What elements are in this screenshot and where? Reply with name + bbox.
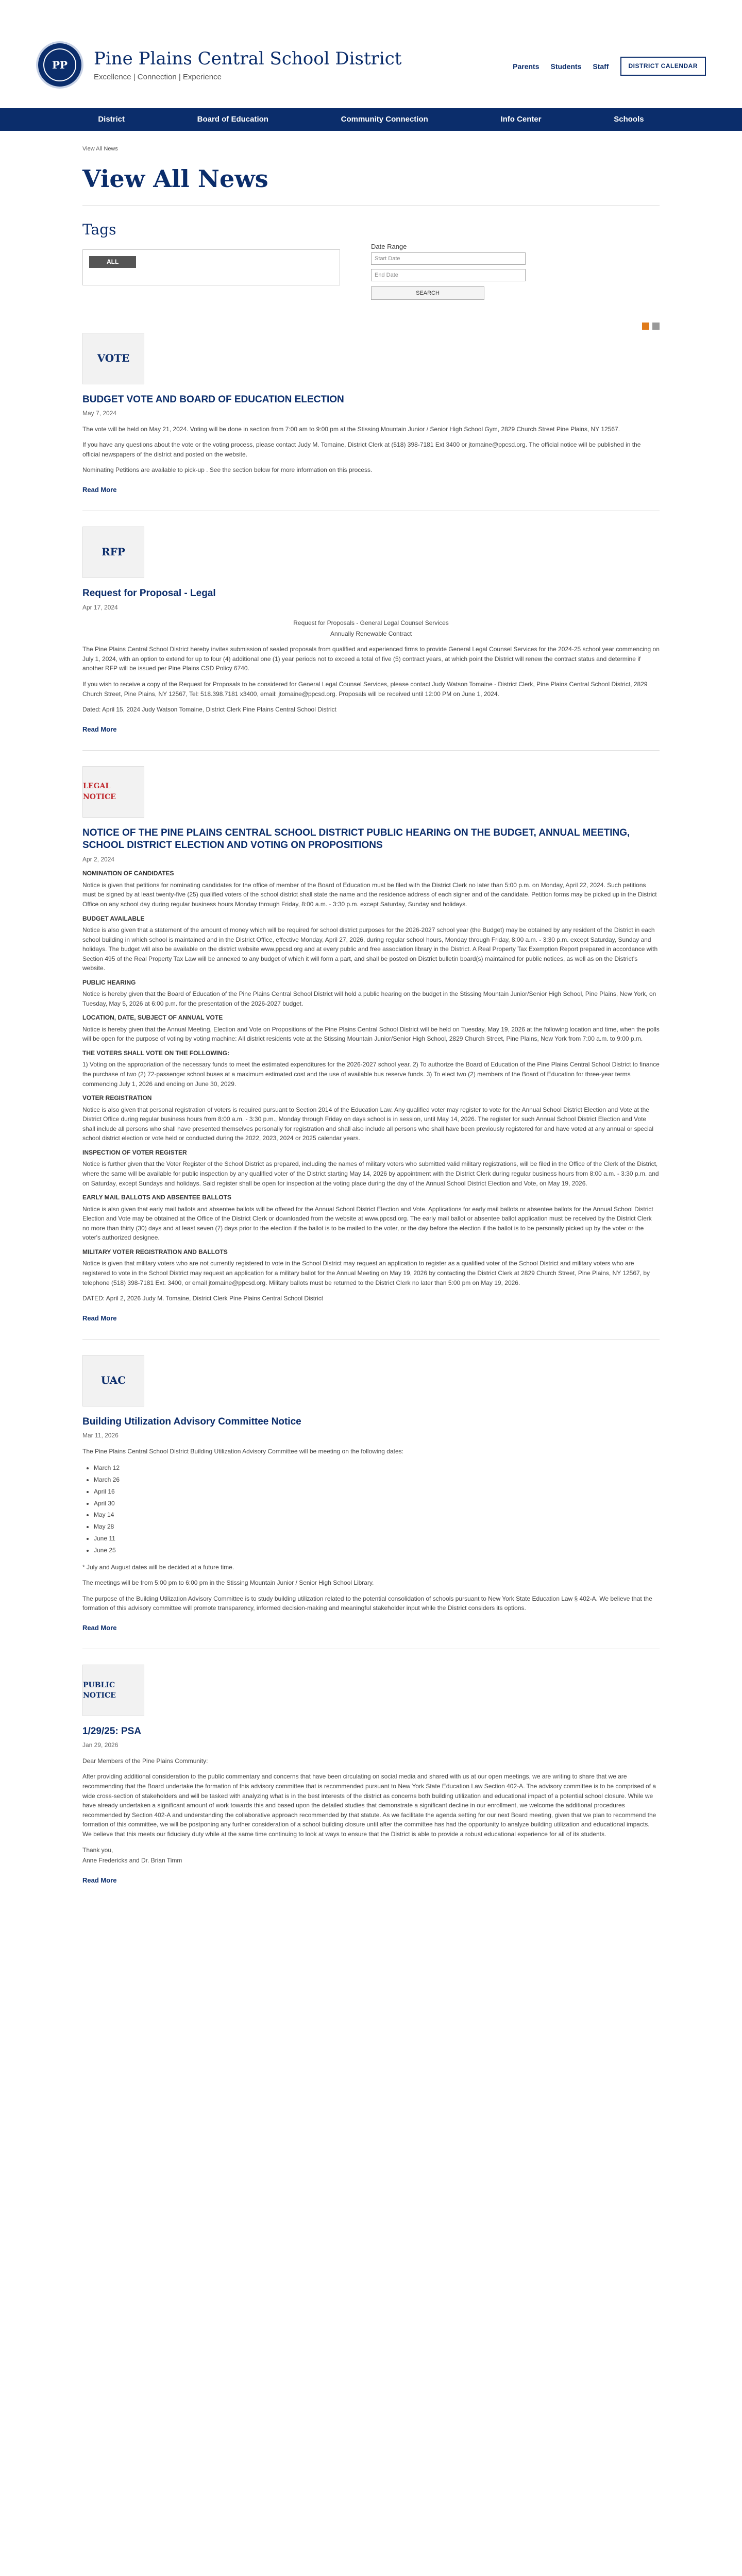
nav-district[interactable]: District <box>98 115 125 124</box>
list-item: • April 30 <box>94 1498 660 1510</box>
news-paragraph: The Pine Plains Central School District hereby invites submission of sealed proposals from qualified and experienced firms to provide General Legal Counsel Services for the 2024-25 school year commencing on July 1, 2024, with an option to extend for up to four (4) additional one (1) year periods not to exceed a total of five (5) contract years, at which point the District will renew the contract status and determine if another RFP will be issued per Pine Plains CSD Policy 6740. <box>82 646 660 672</box>
brand[interactable] <box>94 49 401 83</box>
news-title[interactable]: 1/29/25: PSA <box>82 1725 142 1737</box>
section-heading: MILITARY VOTER REGISTRATION AND BALLOTS <box>82 1248 228 1256</box>
tags-box <box>82 249 340 285</box>
section-heading: THE VOTERS SHALL VOTE ON THE FOLLOWING: <box>82 1049 230 1057</box>
read-more-link[interactable]: Read More <box>82 1876 117 1884</box>
news-paragraph: If you have any questions about the vote or the voting process, please contact Judy M. Tomaine, District Clerk at (518) 398-7181 Ext 3400 or jtomaine@ppcsd.org. The official notice will be published in the official newspapers of the district and posted on the website. <box>82 441 641 458</box>
news-paragraph: Notice is also given that personal registration of voters is required pursuant to Section 2014 of the Education Law. Any qualified voter may register to vote for the Annual School District Election and Vote at the District Office during regular business hours from 8:00 a.m. - 3:30 p.m., Monday through Friday on days school is in session, until May 14, 2026. The register for such Annual School District Election and Vote shall include all persons who shall have presented themselves personally for registration and shall also include all persons who shall have been previously registered for and have voted at any annual or special school district election or vote held or conducted during the 2022, 2023, 2024 or 2025 calendar years. <box>82 1106 653 1142</box>
list-item: • May 14 <box>94 1509 660 1521</box>
district-seal-logo[interactable]: PP <box>36 41 83 89</box>
tag-all-button[interactable]: ALL <box>89 256 136 268</box>
news-paragraph: The Pine Plains Central School District Building Utilization Advisory Committee will be meeting on the following dates: <box>82 1447 403 1455</box>
tags-heading: Tags <box>82 221 116 238</box>
news-thumbnail[interactable]: PUBLIC NOTICE <box>82 1665 144 1716</box>
read-more-link[interactable]: Read More <box>82 1623 117 1632</box>
top-nav <box>513 57 706 76</box>
news-paragraph: Notice is also given that early mail ballots and absentee ballots will be offered for the Annual School District Election and Vote. Applications for early mail ballots or absentee ballots for the Annual School District Election and Vote may be obtained at the Office of the District Clerk or downloaded from the website at www.ppcsd.org. The early mail ballot or absentee ballot application must be received by the District Clerk no more than thirty (30) days and at least seven (7) days prior to the election if the ballot is to be mailed to the voter, or the day before the election if the ballot is to be personally picked up by the voter or the voter's authorized designee. <box>82 1205 653 1242</box>
news-paragraph: Dated: April 15, 2024 Judy Watson Tomaine, District Clerk Pine Plains Central School District <box>82 706 336 714</box>
news-paragraph: Notice is given that petitions for nominating candidates for the office of member of the Board of Education must be filed with the District Clerk no later than 5:00 p.m. on Monday, April 22, 2024. Such petitions must be signed by at least twenty-five (25) qualified voters of the school district shall state the name and the residence address of each signer and of the candidate. Petition forms may be picked up in the District Office on any school day during regular business hours Monday through Friday, 8:00 a.m. - 3:30 p.m. except Saturday, Sunday and holidays. <box>82 881 657 908</box>
news-thumbnail[interactable]: RFP <box>82 527 144 578</box>
section-heading: EARLY MAIL BALLOTS AND ABSENTEE BALLOTS <box>82 1194 231 1201</box>
section-heading: VOTER REGISTRATION <box>82 1094 152 1102</box>
section-heading: INSPECTION OF VOTER REGISTER <box>82 1148 187 1156</box>
news-title[interactable]: BUDGET VOTE AND BOARD OF EDUCATION ELECTION <box>82 394 344 405</box>
news-thumbnail[interactable]: VOTE <box>82 333 144 384</box>
news-paragraph: Annually Renewable Contract <box>330 630 412 637</box>
news-paragraph: 1) Voting on the appropriation of the necessary funds to meet the estimated expenditures for the 2026-2027 school year. 2) To authorize the Board of Education of the Pine Plains Central School District to finance the purchase of two (2) 72-passenger school buses at a maximum estimated cost and the use of available bus reserve funds. 3) To elect two (2) members of the Board of Education for three-year terms commencing July 1, 2026 and ending on June 30, 2029. <box>82 1061 660 1088</box>
main-nav <box>0 108 742 131</box>
feed-icons <box>642 323 660 330</box>
topnav-students[interactable]: Students <box>550 62 582 71</box>
end-date-input[interactable]: End Date <box>371 269 526 281</box>
news-paragraph: * July and August dates will be decided at a future time. <box>82 1563 234 1571</box>
news-paragraph: Anne Fredericks and Dr. Brian Timm <box>82 1857 182 1865</box>
news-paragraph: After providing additional consideration to the public commentary and concerns that have been circulating on social media and shared with us at our open meetings, we are writing to share that we are recommending that the Board undertake the formation of this advisory committee that is recommended pursuant to New York State Education Law Section 402-A. The advisory committee is to be comprised of a wide cross-section of stakeholders and will be tasked with analyzing what is in the best interests of the district as concerns both building utilization and educational impact of a potential school closure. While we have already undertaken a significant amount of work towards this and based upon the detailed studies that demonstrate a significant decline in our enrollment, we welcome the additional procedures recommended by Section 402-A and understanding the collaborative approach recommended by that statute. As we facilitate the agenda setting for our next Board meeting, given that we plan to recommend the formation of this committee, we will be postponing any further consideration of a school building closure until after the committee has had the opportunity to analyze building utilization and educational impacts. We believe that this meets our fiduciary duty while at the same time continuing to look at ways to ensure that the District is able to provide a robust educational experience for all of its students. <box>82 1773 656 1838</box>
page-title: View All News <box>82 164 268 193</box>
meeting-dates-list <box>94 1462 660 1556</box>
list-item: • June 11 <box>94 1533 660 1545</box>
district-calendar-button[interactable]: DISTRICT CALENDAR <box>620 57 706 76</box>
news-paragraph: Notice is given that military voters who are not currently registered to vote in the School District may request an application to register as a qualified voter of the School District and military voters who are registered to vote in the School District may request an application for a military ballot for the Annual Meeting on May 19, 2026 by contacting the District Clerk at 2829 Church Street, Pine Plains, NY 12567, by telephone (518) 398-7181 Ext. 3400, or email jtomaine@ppcsd.org. Military ballots must be returned to the District Clerk no later than 5:00 pm on May 19, 2026. <box>82 1260 650 1286</box>
topnav-parents[interactable]: Parents <box>513 62 539 71</box>
read-more-link[interactable]: Read More <box>82 1314 117 1322</box>
news-title[interactable]: Building Utilization Advisory Committee Notice <box>82 1416 301 1427</box>
news-date: Apr 17, 2024 <box>82 603 118 611</box>
news-paragraph: The meetings will be from 5:00 pm to 6:00 pm in the Stissing Mountain Junior / Senior High School Library. <box>82 1579 374 1587</box>
list-item: • May 28 <box>94 1521 660 1533</box>
news-title[interactable]: NOTICE OF THE PINE PLAINS CENTRAL SCHOOL DISTRICT PUBLIC HEARING ON THE BUDGET, ANNUAL MEETING, SCHOOL DISTRICT ELECTION AND VOTING ON PROPOSITIONS <box>82 827 630 851</box>
news-date: Mar 11, 2026 <box>82 1432 119 1439</box>
news-item <box>82 1355 660 1633</box>
read-more-link[interactable]: Read More <box>82 486 117 494</box>
news-thumbnail[interactable]: LEGAL NOTICE <box>82 766 144 818</box>
news-paragraph: The vote will be held on May 21, 2024. Voting will be done in section from 7:00 am to 9:00 pm at the Stissing Mountain Junior / Senior High School Gym, 2829 Church Street Pine Plains, NY 12567. <box>82 425 620 433</box>
news-item <box>82 333 660 495</box>
news-signoff: DATED: April 2, 2026 Judy M. Tomaine, District Clerk Pine Plains Central School District <box>82 1295 324 1302</box>
site-header <box>0 0 742 108</box>
section-heading: PUBLIC HEARING <box>82 978 136 986</box>
divider <box>82 1339 660 1340</box>
news-thumbnail[interactable]: UAC <box>82 1355 144 1406</box>
list-item: • March 12 <box>94 1462 660 1474</box>
news-paragraph: Notice is further given that the Voter Register of the School District as prepared, including the names of military voters who submitted valid military registrations, will be filed in the Office of the Clerk of the District, where the same will be available for public inspection by any qualified voter of the District starting May 14, 2026 by appointment with the District Clerk during regular business hours from 8:00 a.m. - 3:30 p.m. and on Saturday, except Sundays and holidays. Said register shall be open for inspection at the voting place during the day of the Annual School District Election and Vote, on May 19, 2026. <box>82 1160 659 1187</box>
read-more-link[interactable]: Read More <box>82 725 117 733</box>
section-heading: NOMINATION OF CANDIDATES <box>82 870 174 877</box>
district-name: Pine Plains Central School District <box>94 48 402 69</box>
news-date: Jan 29, 2026 <box>82 1741 119 1749</box>
date-range-label: Date Range <box>371 242 407 250</box>
rss-icon[interactable] <box>642 323 649 330</box>
news-paragraph: Nominating Petitions are available to pick-up . See the section below for more information on this process. <box>82 466 373 474</box>
breadcrumb[interactable]: View All News <box>82 146 118 152</box>
start-date-input[interactable]: Start Date <box>371 252 526 265</box>
nav-schools[interactable]: Schools <box>614 115 644 124</box>
news-item <box>82 527 660 735</box>
news-paragraph: Dear Members of the Pine Plains Community: <box>82 1757 208 1765</box>
district-tagline: Excellence | Connection | Experience <box>94 73 222 82</box>
divider <box>82 750 660 751</box>
section-heading: LOCATION, DATE, SUBJECT OF ANNUAL VOTE <box>82 1014 223 1022</box>
news-date: Apr 2, 2024 <box>82 855 115 863</box>
news-paragraph: If you wish to receive a copy of the Request for Proposals to be considered for General Legal Counsel Services, please contact Judy Watson Tomaine - District Clerk, Pine Plains Central School District, 2829 Church Street, Pine Plains, NY 12567, Tel: 518.398.7181 x3400, email: jtomaine@ppcsd.org. Proposals will be received until 12:00 PM on June 1, 2024. <box>82 680 648 698</box>
news-paragraph: Notice is hereby given that the Annual Meeting, Election and Vote on Propositions of the Pine Plains Central School District will be held on Tuesday, May 19, 2026 at the following location and time, when the polls will be open for the purpose of voting by voting machine: All district residents vote at the Stissing Mountain Junior/Senior High School, 2829 Church Street, Pine Plains, New York from 7:00 a.m. to 9:00 p.m. <box>82 1025 660 1043</box>
list-item: • June 25 <box>94 1545 660 1556</box>
news-paragraph: The purpose of the Building Utilization Advisory Committee is to study building utilization related to the potential consolidation of schools pursuant to New York State Education Law § 402-A. We believe that the formation of this advisory committee will promote transparency, informed decision-making and meaningful stakeholder input while the District considers its options. <box>82 1595 652 1612</box>
list-item: • April 16 <box>94 1486 660 1498</box>
news-title[interactable]: Request for Proposal - Legal <box>82 587 216 599</box>
print-icon[interactable] <box>652 323 660 330</box>
nav-info-center[interactable]: Info Center <box>500 115 542 124</box>
news-paragraph: Thank you, <box>82 1846 113 1854</box>
list-item: • March 26 <box>94 1474 660 1486</box>
topnav-staff[interactable]: Staff <box>593 62 609 71</box>
news-item <box>82 1665 660 1886</box>
section-heading: BUDGET AVAILABLE <box>82 914 145 922</box>
nav-board-of-education[interactable]: Board of Education <box>197 115 268 124</box>
search-button[interactable]: SEARCH <box>371 286 484 300</box>
news-paragraph: Request for Proposals - General Legal Counsel Services <box>293 619 449 626</box>
news-date: May 7, 2024 <box>82 410 117 417</box>
news-filters <box>82 219 660 333</box>
nav-community-connection[interactable]: Community Connection <box>341 115 428 124</box>
news-paragraph: Notice is also given that a statement of the amount of money which will be required for school district purposes for the 2026-2027 school year (the Budget) may be obtained by any resident of the District in each school building in which school is maintained and in the District Office, effective Monday, April 27, 2026, during regular school hours, Monday through Friday, 8:00 a.m. - 3:30 p.m. except Saturday, Sunday and holidays. The budget will also be available on the district website www.ppcsd.org and at every public and free association library in the District. A Real Property Tax Exemption Report prepared in accordance with Section 495 of the Real Property Tax Law will be annexed to any budget of which it will form a part, and shall be posted on District bulletin board(s) maintained for public notices, as well as on the District's website. <box>82 926 658 972</box>
news-paragraph: Notice is hereby given that the Board of Education of the Pine Plains Central School District will hold a public hearing on the budget in the Stissing Mountain Junior/Senior High School, Pine Plains, New York, on Tuesday, May 5, 2026 at 6:00 p.m. for the presentation of the 2026-2027 budget. <box>82 990 656 1007</box>
news-item <box>82 766 660 1324</box>
